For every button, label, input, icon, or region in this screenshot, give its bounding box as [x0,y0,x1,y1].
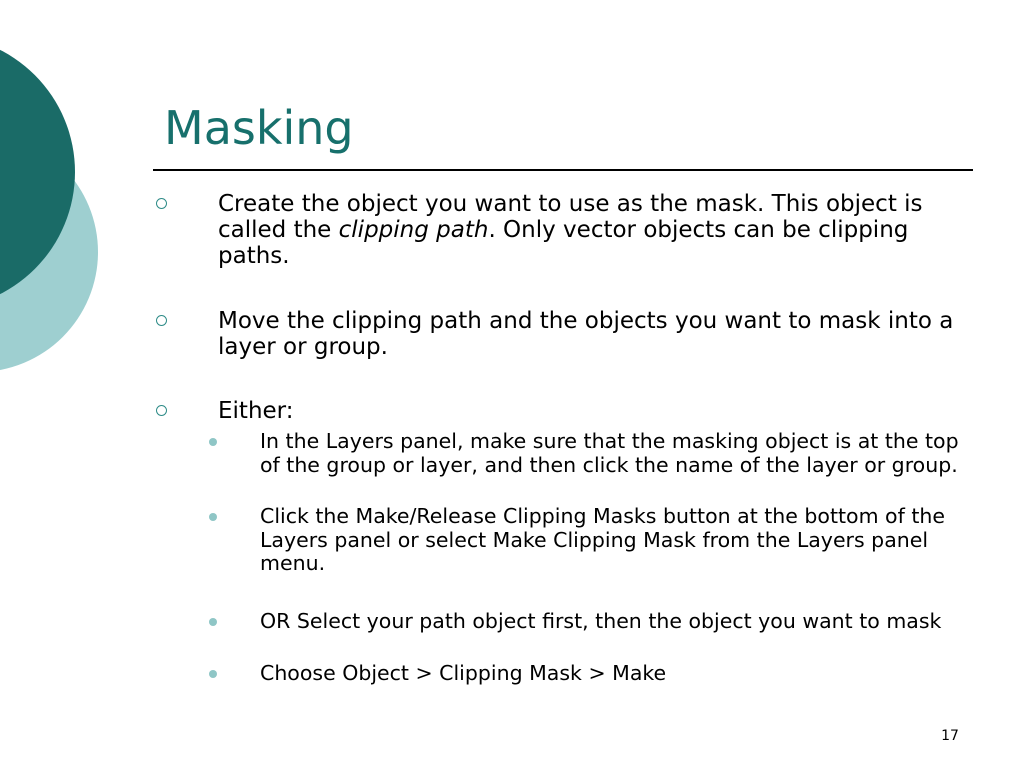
sub-bullet-3-text: OR Select your path object first, then the object you want to mask [260,609,942,633]
sub-bullet-1 [260,430,960,477]
page-number: 17 [941,728,959,744]
filled-dot-bullet-icon [209,618,217,626]
bullet-1-text: Create the object you want to use as the mask. This object is called the [218,191,923,243]
hollow-circle-bullet-icon [156,315,167,326]
bullet-2 [218,308,958,360]
sub-bullet-4-text: Choose Object > Clipping Mask > Make [260,661,667,685]
filled-dot-bullet-icon [209,438,217,446]
filled-dot-bullet-icon [209,513,217,521]
sub-bullet-3 [260,610,960,634]
bullet-3 [218,398,958,424]
filled-dot-bullet-icon [209,670,217,678]
hollow-circle-bullet-icon [156,405,167,416]
sub-bullet-2-text: Click the Make/Release Clipping Masks button at the bottom of the Layers panel or select Make Clipping Mask from the Layers panel menu. [260,504,945,575]
bullet-2-text: Move the clipping path and the objects you want to mask into a layer or group. [218,308,954,360]
sub-bullet-2 [260,505,960,576]
bullet-3-text: Either: [218,398,294,424]
bullet-1 [218,191,958,269]
bullet-1-text-end: . Only vector objects can be clipping paths. [218,217,909,269]
sub-bullet-4 [260,662,960,686]
bullet-1-emphasis: clipping path [338,217,489,243]
slide-title: Masking [164,101,354,155]
hollow-circle-bullet-icon [156,198,167,209]
sub-bullet-1-text: In the Layers panel, make sure that the masking object is at the top of the group or layer, and then click the name of the layer or group. [260,429,959,477]
